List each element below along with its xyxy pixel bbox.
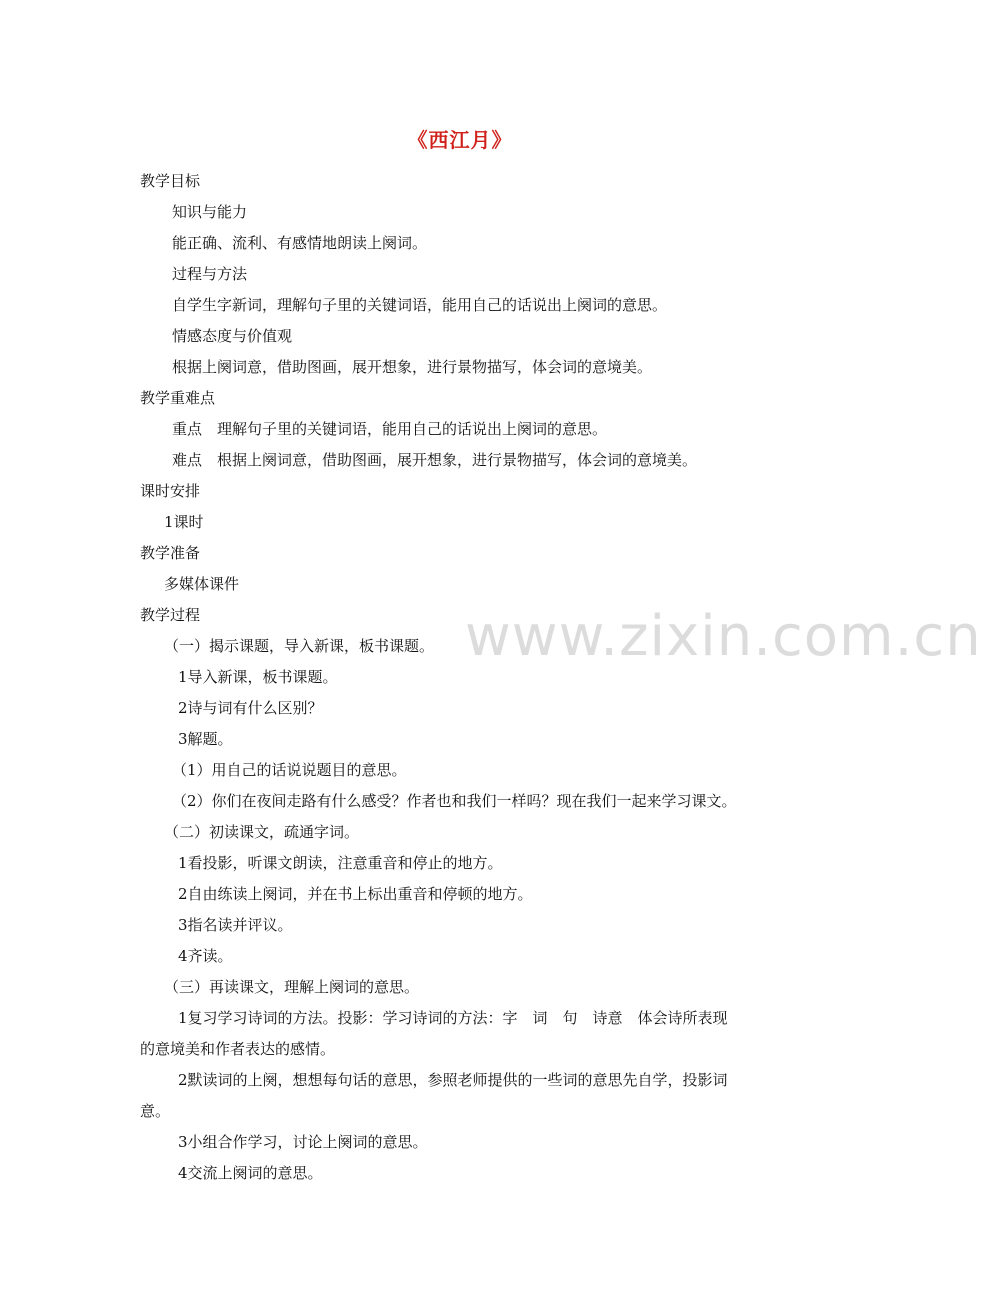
body-line: 自学生字新词，理解句子里的关键词语，能用自己的话说出上阕词的意思。 xyxy=(172,296,668,314)
body-line: （1）用自己的话说说题目的意思。 xyxy=(172,761,407,779)
step-heading: （三）再读课文，理解上阕词的意思。 xyxy=(164,978,420,996)
section-heading: 教学目标 xyxy=(140,172,201,190)
body-line: 2自由练读上阕词，并在书上标出重音和停顿的地方。 xyxy=(178,885,533,903)
body-line: 能正确、流利、有感情地朗读上阕词。 xyxy=(172,234,428,252)
section-heading: 教学过程 xyxy=(140,606,201,624)
body-line: 2默读词的上阕，想想每句话的意思，参照老师提供的一些词的意思先自学，投影词 xyxy=(178,1071,728,1089)
section-heading: 课时安排 xyxy=(140,482,201,500)
body-line: 重点 理解句子里的关键词语，能用自己的话说出上阕词的意思。 xyxy=(172,420,608,438)
body-line: 难点 根据上阕词意，借助图画，展开想象，进行景物描写，体会词的意境美。 xyxy=(172,451,698,469)
body-line: 多媒体课件 xyxy=(164,575,240,593)
step-heading: （一）揭示课题，导入新课，板书课题。 xyxy=(164,637,435,655)
section-heading: 教学重难点 xyxy=(140,389,216,407)
step-heading: （二）初读课文，疏通字词。 xyxy=(164,823,360,841)
body-line: 2诗与词有什么区别？ xyxy=(178,699,323,717)
body-line: 3小组合作学习，讨论上阕词的意思。 xyxy=(178,1133,428,1151)
watermark: www.zixin.com.cn xyxy=(465,604,982,669)
body-line: 4交流上阕词的意思。 xyxy=(178,1164,323,1182)
body-line: 4齐读。 xyxy=(178,947,233,965)
sub-heading: 情感态度与价值观 xyxy=(172,327,293,345)
body-line: （2）你们在夜间走路有什么感受？作者也和我们一样吗？现在我们一起来学习课文。 xyxy=(172,792,737,810)
body-line: 的意境美和作者表达的感情。 xyxy=(140,1040,336,1058)
sub-heading: 过程与方法 xyxy=(172,265,248,283)
sub-heading: 知识与能力 xyxy=(172,203,248,221)
body-line: 意。 xyxy=(140,1102,171,1120)
body-line: 根据上阕词意，借助图画，展开想象，进行景物描写，体会词的意境美。 xyxy=(172,358,653,376)
body-line: 3解题。 xyxy=(178,730,233,748)
body-line: 1导入新课，板书课题。 xyxy=(178,668,338,686)
body-line: 3指名读并评议。 xyxy=(178,916,293,934)
section-heading: 教学准备 xyxy=(140,544,201,562)
body-line: 1课时 xyxy=(164,513,204,531)
body-line: 1复习学习诗词的方法。投影：学习诗词的方法：字 词 句 诗意 体会诗所表现 xyxy=(178,1009,728,1027)
body-line: 1看投影，听课文朗读，注意重音和停止的地方。 xyxy=(178,854,503,872)
document-title: 《西江月》 xyxy=(407,128,513,152)
